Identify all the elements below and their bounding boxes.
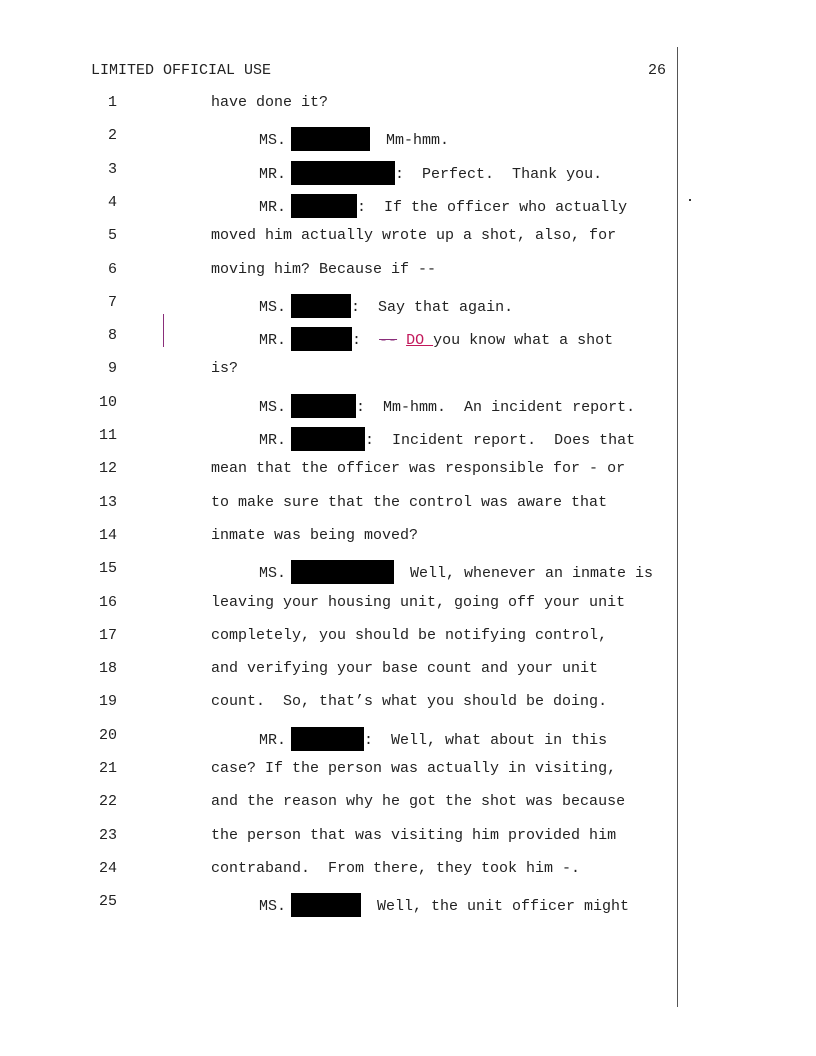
line-number: 11 <box>99 427 118 444</box>
speaker-line <box>259 127 449 151</box>
line-text: inmate was being moved? <box>211 526 419 544</box>
line-number: 25 <box>99 893 118 911</box>
line-text: Well, what about in this <box>391 731 608 749</box>
speaker-line <box>259 560 653 584</box>
redaction-block <box>291 161 395 185</box>
line-number: 2 <box>107 127 117 145</box>
line-number: 8 <box>107 327 117 345</box>
line-number: 17 <box>99 626 118 644</box>
speaker-title: MS. <box>259 898 287 916</box>
line-text: Say that again. <box>378 298 514 316</box>
line-number: 13 <box>99 493 118 511</box>
line-text: Mm-hmm. <box>386 132 450 150</box>
continuation-line <box>211 227 616 244</box>
line-number: 24 <box>99 859 118 877</box>
line-text: If the officer who actually <box>384 198 628 216</box>
line-text: to make sure that the control was aware that <box>211 493 608 511</box>
line-text: Perfect. Thank you. <box>422 165 603 183</box>
line-number: 22 <box>99 793 118 811</box>
continuation-line <box>211 860 580 877</box>
speaker-colon: : <box>395 165 405 183</box>
line-number: 5 <box>107 227 117 245</box>
speaker-line <box>259 394 635 418</box>
line-number: 10 <box>99 393 118 411</box>
line-text: contraband. From there, they took him -. <box>211 859 581 877</box>
line-number: 14 <box>99 526 118 544</box>
line-text: Mm-hmm. An incident report. <box>383 398 636 416</box>
line-text: have done it? <box>211 94 329 111</box>
redaction-block <box>291 394 356 418</box>
speaker-line <box>259 161 602 185</box>
continuation-line <box>211 660 598 677</box>
speaker-title: MS. <box>259 132 287 150</box>
redaction-block <box>291 427 365 451</box>
speaker-title: MR. <box>259 432 287 449</box>
line-text: mean that the officer was responsible for - or <box>211 460 626 478</box>
redaction-block <box>291 127 370 151</box>
line-text: and the reason why he got the shot was because <box>211 793 626 811</box>
speaker-line <box>259 427 635 451</box>
line-text: the person that was visiting him provided him <box>211 826 617 844</box>
right-margin-rule <box>677 47 678 1007</box>
line-number: 21 <box>99 760 118 777</box>
speaker-line <box>259 194 627 218</box>
speaker-colon: : <box>357 198 367 216</box>
redaction-block <box>291 294 351 318</box>
continuation-line <box>211 261 436 278</box>
continuation-line <box>211 527 418 544</box>
line-number: 16 <box>99 593 118 611</box>
speaker-colon: : <box>351 298 361 316</box>
continuation-line <box>211 693 607 710</box>
speaker-title: MR. <box>259 332 287 350</box>
redaction-block <box>291 727 364 751</box>
line-number: 6 <box>107 260 117 278</box>
line-number: 19 <box>99 693 118 711</box>
speaker-title: MR. <box>259 165 287 183</box>
continuation-line <box>211 360 238 377</box>
revision-change-bar <box>163 314 164 347</box>
speaker-colon: : <box>365 432 375 449</box>
line-number: 18 <box>99 660 118 678</box>
continuation-line <box>211 460 625 477</box>
speaker-line <box>259 327 613 351</box>
speaker-title: MS. <box>259 565 287 583</box>
continuation-line <box>211 793 625 810</box>
continuation-line <box>211 594 625 611</box>
speaker-title: MR. <box>259 731 287 749</box>
line-number: 1 <box>107 94 117 111</box>
speaker-line <box>259 727 607 751</box>
line-text: moved him actually wrote up a shot, also, for <box>211 227 617 245</box>
continuation-line <box>211 627 607 644</box>
line-text: count. So, that’s what you should be doing. <box>211 693 608 711</box>
continuation-line <box>211 827 616 844</box>
line-number: 12 <box>99 460 118 478</box>
line-text: you know what a shot <box>433 332 614 350</box>
line-number: 3 <box>107 160 117 178</box>
classification-header: LIMITED OFFICIAL USE <box>91 62 272 79</box>
speaker-colon: : <box>356 398 366 416</box>
line-text: moving him? Because if -- <box>211 260 437 278</box>
line-text: Well, whenever an inmate is <box>410 565 654 583</box>
redaction-block <box>291 327 352 351</box>
line-number: 23 <box>99 826 118 844</box>
redaction-block <box>291 893 361 917</box>
continuation-line <box>211 94 328 111</box>
margin-mark <box>689 199 691 201</box>
line-text: is? <box>211 360 239 378</box>
line-text: case? If the person was actually in visiting, <box>211 760 617 777</box>
speaker-line <box>259 893 629 917</box>
line-number: 20 <box>99 726 118 744</box>
redaction-block <box>291 560 394 584</box>
redaction-block <box>291 194 357 218</box>
speaker-line <box>259 294 513 318</box>
line-text: completely, you should be notifying control, <box>211 626 608 644</box>
continuation-line <box>211 494 607 511</box>
line-number: 9 <box>107 360 117 378</box>
page-number: 26 <box>648 62 667 79</box>
deleted-text: -- <box>379 332 398 350</box>
speaker-colon: : <box>352 332 362 350</box>
inserted-text: DO <box>406 332 434 350</box>
line-number: 15 <box>99 560 118 578</box>
speaker-title: MS. <box>259 398 287 416</box>
line-text: leaving your housing unit, going off your unit <box>211 593 626 611</box>
speaker-title: MR. <box>259 198 287 216</box>
line-number: 7 <box>107 293 117 311</box>
speaker-title: MS. <box>259 298 287 316</box>
line-number: 4 <box>107 193 117 211</box>
continuation-line <box>211 760 616 777</box>
line-text: Incident report. Does that <box>392 432 636 449</box>
line-text: Well, the unit officer might <box>377 898 630 916</box>
line-text: and verifying your base count and your unit <box>211 660 599 678</box>
speaker-colon: : <box>364 731 374 749</box>
